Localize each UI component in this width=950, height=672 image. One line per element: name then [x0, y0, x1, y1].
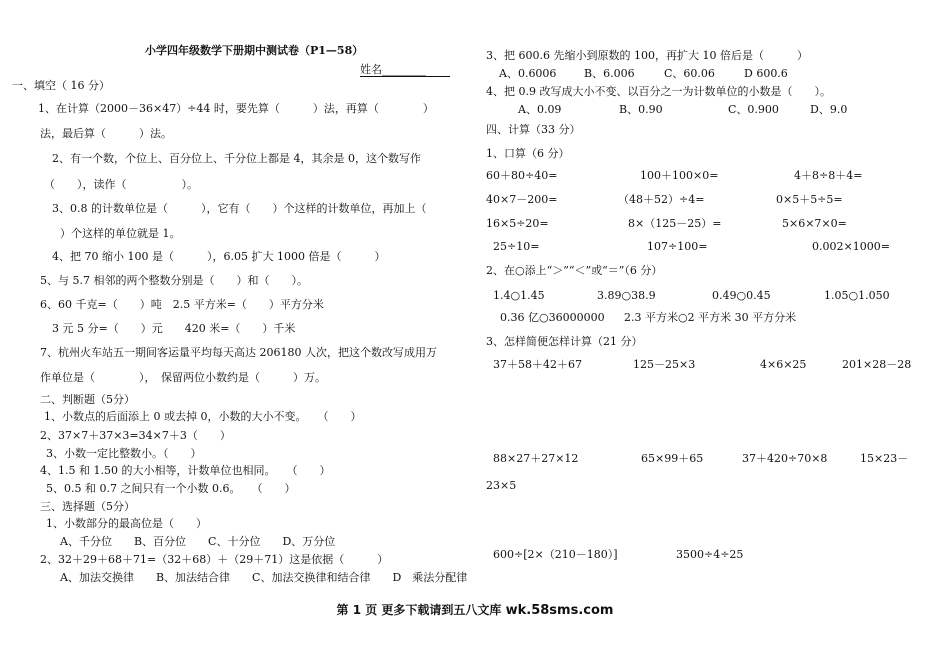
oral-r2c3: 0×5＋5÷5= [776, 193, 843, 206]
question-6-line-2: 3 元 5 分=（ ）元 420 米=（ ）千米 [52, 322, 296, 335]
oral-r4c1: 25÷10= [493, 240, 540, 253]
choice-4-option-c: C、0.900 [728, 103, 779, 116]
question-2-line-1: 2、有一个数，个位上、百分位上、千分位上都是 4，其余是 0，这个数写作 [52, 152, 421, 165]
oral-r4c3: 0.002×1000= [812, 240, 890, 253]
calc-5: 88×27＋27×12 [493, 452, 579, 465]
oral-r3c1: 16×5÷20= [486, 217, 549, 230]
judge-1: 1、小数点的后面添上 0 或去掉 0，小数的大小不变。 （ ） [44, 410, 362, 423]
choice-1-options: A、千分位 B、百分位 C、十分位 D、万分位 [60, 535, 336, 548]
judge-5: 5、0.5 和 0.7 之间只有一个小数 0.6。 （ ） [46, 482, 296, 495]
choice-3-option-c: C、60.06 [664, 67, 715, 80]
calc-6: 65×99＋65 [641, 452, 704, 465]
name-field-label: 姓名________ [360, 63, 426, 76]
part-simplify: 3、怎样简便怎样计算（21 分） [486, 335, 643, 348]
choice-4: 4、把 0.9 改写成大小不变、以百分之一为计数单位的小数是（ ）。 [486, 85, 831, 98]
calc-4: 201×28－28 [842, 358, 912, 371]
calc-9: 600÷[2×（210－180）] [493, 548, 618, 561]
compare-2: 3.89○38.9 [597, 289, 656, 302]
calc-7: 37＋420÷70×8 [742, 452, 828, 465]
oral-r4c2: 107÷100= [647, 240, 708, 253]
oral-r2c1: 40×7－200= [486, 193, 558, 206]
oral-r2c2: （48＋52）÷4= [618, 193, 705, 206]
footer-site-link[interactable]: wk.58sms.com [505, 603, 614, 618]
choice-4-option-a: A、0.09 [518, 103, 562, 116]
question-7-line-1: 7、杭州火车站五一期间客运量平均每天高达 206180 人次，把这个数改写成用万 [40, 346, 437, 359]
calc-3: 4×6×25 [760, 358, 807, 371]
compare-6: 2.3 平方米○2 平方米 30 平方分米 [624, 311, 797, 324]
question-2-line-2: （ ），读作（ ）。 [44, 178, 198, 191]
oral-r1c2: 100＋100×0= [640, 169, 719, 182]
compare-1: 1.4○1.45 [493, 289, 545, 302]
calc-8-continued: 23×5 [486, 479, 517, 492]
section-fill-blanks: 一、填空（ 16 分） [12, 79, 110, 92]
choice-3-option-d: D 600.6 [744, 67, 788, 80]
oral-r3c2: 8×（125－25）= [628, 217, 722, 230]
choice-3-option-a: A、0.6006 [499, 67, 557, 80]
question-3-line-2: ）个这样的单位就是 1。 [60, 227, 181, 240]
question-1-line-1: 1、在计算（2000－36×47）÷44 时，要先算（ ）法，再算（ ） [38, 102, 434, 115]
calc-10: 3500÷4÷25 [676, 548, 744, 561]
question-1-line-2: 法，最后算（ ）法。 [40, 127, 172, 140]
choice-3: 3、把 600.6 先缩小到原数的 100，再扩大 10 倍后是（ ） [486, 49, 808, 62]
choice-3-option-b: B、6.006 [584, 67, 635, 80]
section-choice: 三、选择题（5分） [40, 500, 135, 513]
judge-2: 2、37×7＋37×3=34×7＋3（ ） [40, 429, 231, 442]
choice-2: 2、32＋29＋68＋71=（32＋68）＋（29＋71）这是依据（ ） [40, 553, 389, 566]
calc-1: 37＋58＋42＋67 [493, 358, 582, 371]
question-5: 5、与 5.7 相邻的两个整数分别是（ ）和（ ）。 [40, 274, 308, 287]
compare-4: 1.05○1.050 [824, 289, 890, 302]
section-true-false: 二、判断题（5分） [40, 393, 135, 406]
question-4: 4、把 70 缩小 100 是（ ），6.05 扩大 1000 倍是（ ） [52, 250, 386, 263]
question-7-line-2: 作单位是（ ）， 保留两位小数约是（ ）万。 [40, 371, 326, 384]
compare-3: 0.49○0.45 [712, 289, 771, 302]
oral-r3c3: 5×6×7×0= [782, 217, 847, 230]
part-oral-calc: 1、口算（6 分） [486, 147, 570, 160]
page-title: 小学四年级数学下册期中测试卷（P1—58） [145, 44, 364, 57]
compare-5: 0.36 亿○36000000 [500, 311, 605, 324]
choice-4-option-d: D、9.0 [810, 103, 848, 116]
calc-2: 125－25×3 [633, 358, 696, 371]
page-footer [0, 601, 950, 618]
oral-r1c3: 4＋8÷8＋4= [794, 169, 863, 182]
part-compare: 2、在○添上“＞”“＜”或“＝”（6 分） [486, 264, 663, 277]
calc-8: 15×23－ [860, 452, 909, 465]
section-calculation: 四、计算（33 分） [486, 123, 581, 136]
name-underline [360, 76, 450, 77]
judge-3: 3、小数一定比整数小。（ ） [46, 447, 202, 460]
question-6-line-1: 6、60 千克=（ ）吨 2.5 平方米=（ ）平方分米 [40, 298, 324, 311]
oral-r1c1: 60＋80÷40= [486, 169, 558, 182]
choice-1: 1、小数部分的最高位是（ ） [46, 517, 207, 530]
choice-2-options: A、加法交换律 B、加法结合律 C、加法交换律和结合律 D 乘法分配律 [60, 571, 468, 584]
footer-text: 第 1 页 更多下载请到五八文库 [336, 603, 506, 617]
question-3-line-1: 3、0.8 的计数单位是（ ），它有（ ）个这样的计数单位，再加上（ [52, 202, 427, 215]
judge-4: 4、1.5 和 1.50 的大小相等，计数单位也相同。 （ ） [40, 464, 331, 477]
choice-4-option-b: B、0.90 [619, 103, 663, 116]
